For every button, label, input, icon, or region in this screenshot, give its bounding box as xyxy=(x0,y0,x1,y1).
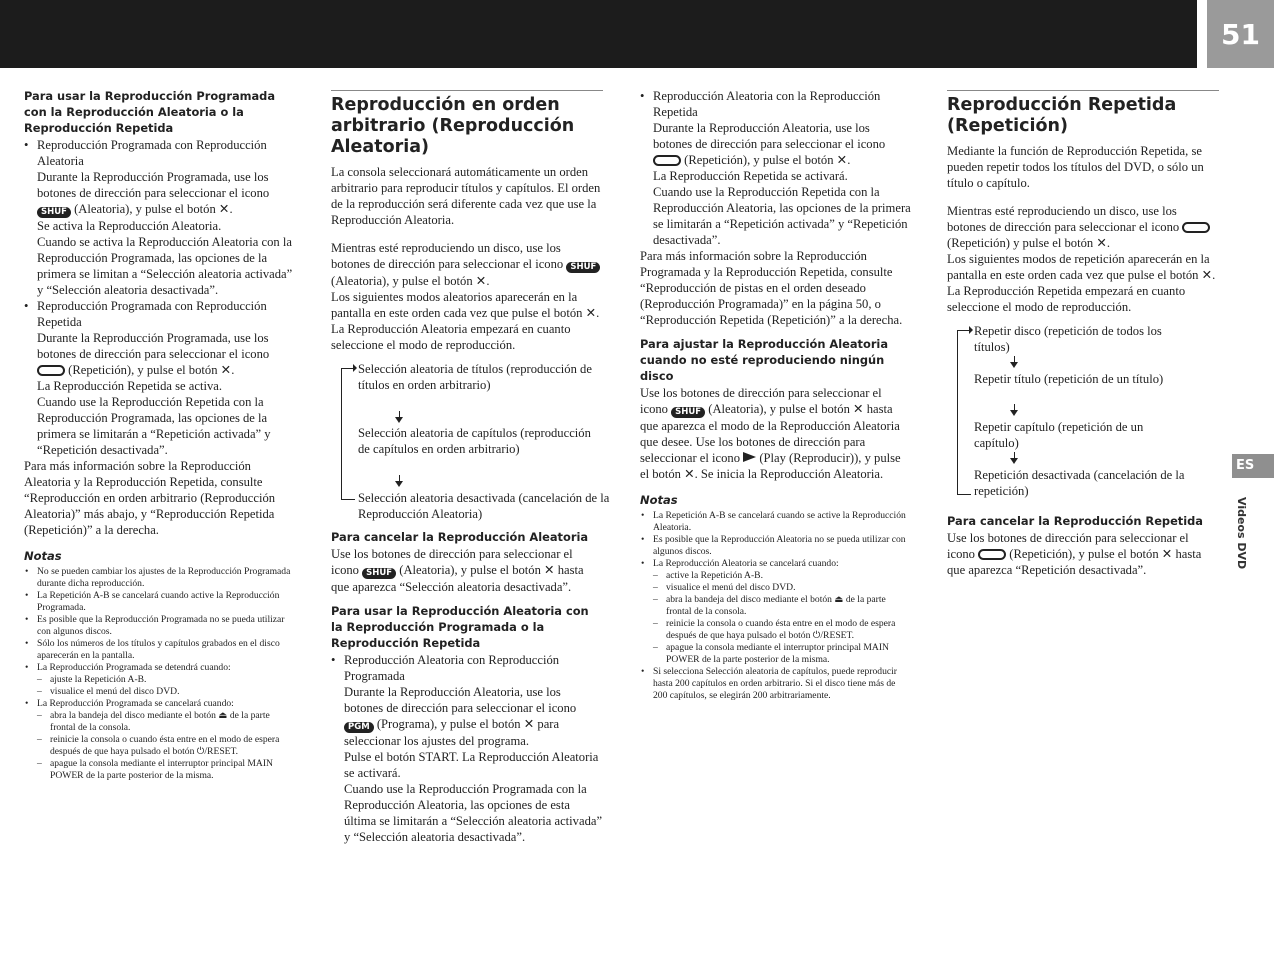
item-text: Durante la Reproducción Aleatoria, use los botones de dirección para seleccionar el icono PGM (Programa), y pulse el botón ✕ para seleccionar los ajustes del programa. xyxy=(344,685,577,748)
note-subitem: – visualice el menú del disco DVD. xyxy=(653,582,912,594)
flow-step: Selección aleatoria desactivada (cancelación de la Reproducción Aleatoria) xyxy=(358,491,610,521)
paragraph: Mediante la función de Reproducción Repetida, se pueden repetir todos los títulos del DVD, o sólo un título o capítulo. xyxy=(947,144,1204,190)
shuffle-icon: SHUF xyxy=(362,568,396,579)
shuffle-icon: SHUF xyxy=(671,407,705,418)
sub-heading: Para cancelar la Reproducción Aleatoria xyxy=(331,530,589,544)
page-number: 51 xyxy=(1207,0,1274,68)
note-item: • Sólo los números de los títulos y capítulos grabados en el disco aparecerán en la pantalla. xyxy=(24,638,296,662)
item-text: Pulse el botón START. La Reproducción Aleatoria se activará. xyxy=(344,750,599,780)
list-item xyxy=(331,652,603,845)
item-title: • Reproducción Programada con Reproducción Aleatoria xyxy=(37,138,267,168)
item-text: Durante la Reproducción Aleatoria, use los botones de dirección para seleccionar el icono (Repetición), y pulse el botón ✕. xyxy=(653,121,886,167)
flow-step: Selección aleatoria de capítulos (reproducción de capítulos en orden arbitrario) xyxy=(358,426,591,456)
shuffle-icon: SHUF xyxy=(566,262,600,273)
list-item xyxy=(24,298,296,458)
list-item xyxy=(24,137,296,298)
section-label: Videos DVD xyxy=(1235,497,1248,570)
paragraph: La consola seleccionará automáticamente un orden arbitrario para reproducir títulos y capítulos. El orden de la reproducción será diferente cada vez que use la Reproducción Aleatoria. xyxy=(331,165,601,227)
note-subitem: – ajuste la Repetición A-B. xyxy=(37,674,296,686)
note-item: • La Reproducción Programada se cancelará cuando: – abra la bandeja del disco mediante el botón ⏏ de la parte frontal de la consola. – reinicie la consola o cuando ésta entre en el modo de espera después de que haya pulsado el botón ⏻/RESET. – apague la consola mediante el interruptor principal MAIN POWER de la parte posterior de la misma. xyxy=(24,698,296,782)
item-title: • Reproducción Aleatoria con la Reproducción Repetida xyxy=(653,89,881,119)
paragraph: Para más información sobre la Reproducción Aleatoria y la Reproducción Repetida, consulte “Reproducción en orden arbitrario (Reproducción Aleatoria)” más abajo, y “Reproducción Repetida (Repetición)” a la derecha. xyxy=(24,459,276,537)
column-3 xyxy=(640,88,912,702)
section-title: Reproducción en orden arbitrario (Reproducción Aleatoria) xyxy=(331,90,603,158)
item-text: Durante la Reproducción Programada, use los botones de dirección para seleccionar el icono (Repetición), y pulse el botón ✕. xyxy=(37,331,270,377)
flow-step: Repetición desactivada (cancelación de la repetición) xyxy=(974,468,1185,498)
program-icon: PGM xyxy=(344,722,374,733)
paragraph: Use los botones de dirección para seleccionar el icono (Repetición), y pulse el botón ✕ hasta que aparezca “Repetición desactivada”. xyxy=(947,531,1202,577)
note-subitem: – abra la bandeja del disco mediante el botón ⏏ de la parte frontal de la consola. xyxy=(653,594,912,618)
sub-heading: Para usar la Reproducción Aleatoria con la Reproducción Programada o la Reproducción Repetida xyxy=(331,604,589,650)
column-4 xyxy=(947,88,1219,578)
note-subitem: – apague la consola mediante el interruptor principal MAIN POWER de la parte posterior de la misma. xyxy=(37,758,296,782)
paragraph: Mientras esté reproduciendo un disco, use los botones de dirección para seleccionar el icono (Repetición) y pulse el botón ✕. xyxy=(947,203,1219,251)
item-text: Cuando se activa la Reproducción Aleatoria con la Reproducción Programada, las opciones de la primera se limitan a “Selección aleatoria activada” y “Selección aleatoria desactivada”. xyxy=(37,235,293,297)
note-subitem: – apague la consola mediante el interruptor principal MAIN POWER de la parte posterior de la misma. xyxy=(653,642,912,666)
paragraph: Use los botones de dirección para seleccionar el icono SHUF (Aleatoria), y pulse el botón ✕ hasta que aparezca el modo de la Reproducción Aleatoria que desee. Use los botones de dirección para seleccionar el icono (Play (Reproducir)), y pulse el botón ✕. Se inicia la Reproducción Aleatoria. xyxy=(640,386,901,481)
flow-step: Selección aleatoria de títulos (reproducción de títulos en orden arbitrario) xyxy=(358,362,592,392)
sub-heading: Para cancelar la Reproducción Repetida xyxy=(947,514,1203,528)
note-subitem: – reinicie la consola o cuando ésta entre en el modo de espera después de que haya pulsado el botón ⏻/RESET. xyxy=(37,734,296,758)
paragraph: Mientras esté reproduciendo un disco, use los botones de dirección para seleccionar el icono SHUF (Aleatoria), y pulse el botón ✕. xyxy=(331,240,603,289)
repeat-icon xyxy=(37,365,65,376)
item-text: Durante la Reproducción Programada, use los botones de dirección para seleccionar el icono SHUF (Aleatoria), y pulse el botón ✕. xyxy=(37,170,270,217)
note-item: • La Reproducción Programada se detendrá cuando: – ajuste la Repetición A-B. – visualice el menú del disco DVD. xyxy=(24,662,296,698)
note-item: • Es posible que la Reproducción Programada no se pueda utilizar con algunos discos. xyxy=(24,614,296,638)
item-title: • Reproducción Programada con Reproducción Repetida xyxy=(37,299,267,329)
column-2 xyxy=(331,88,610,845)
flow-step: Repetir título (repetición de un título) xyxy=(974,372,1164,386)
item-text: Cuando use la Reproducción Repetida con la Reproducción Aleatoria, las opciones de la primera se limitarán a “Repetición activada” y “Repetición desactivada”. xyxy=(653,185,911,247)
notes-heading: Notas xyxy=(24,549,62,563)
note-item: • Es posible que la Reproducción Aleatoria no se pueda utilizar con algunos discos. xyxy=(640,534,912,558)
bullet-list xyxy=(640,88,912,248)
note-item: • No se pueden cambiar los ajustes de la Reproducción Programada durante dicha reproducción. xyxy=(24,566,296,590)
shuffle-mode-flow xyxy=(331,361,610,521)
notes-heading: Notas xyxy=(640,493,678,507)
column-1 xyxy=(24,88,296,782)
repeat-mode-flow xyxy=(947,323,1219,505)
repeat-icon xyxy=(978,549,1006,560)
notes-list xyxy=(640,510,912,702)
flow-step: Repetir capítulo (repetición de un capítulo) xyxy=(974,420,1144,450)
repeat-icon xyxy=(1182,222,1210,233)
notes-list xyxy=(24,566,296,782)
note-subitem: – reinicie la consola o cuando ésta entre en el modo de espera después de que haya pulsado el botón ⏻/RESET. xyxy=(653,618,912,642)
shuffle-icon: SHUF xyxy=(37,207,71,218)
paragraph: Para más información sobre la Reproducción Programada y la Reproducción Repetida, consulte “Reproducción de pistas en el orden deseado (Reproducción Programada)” en la página 50, o “Reproducción Repetida (Repetición)” a la derecha. xyxy=(640,249,903,327)
paragraph: Use los botones de dirección para seleccionar el icono SHUF (Aleatoria), y pulse el botón ✕ hasta que aparezca “Selección aleatoria desactivada”. xyxy=(331,547,584,594)
sub-heading: Para ajustar la Reproducción Aleatoria cuando no esté reproduciendo ningún disco xyxy=(640,337,889,383)
repeat-icon xyxy=(653,155,681,166)
bullet-list xyxy=(24,137,296,458)
play-icon xyxy=(743,452,756,462)
section-heading: Para usar la Reproducción Programada con la Reproducción Aleatoria o la Reproducción Repetida xyxy=(24,89,276,135)
note-item: • La Repetición A-B se cancelará cuando se active la Reproducción Aleatoria. xyxy=(640,510,912,534)
note-subitem: – abra la bandeja del disco mediante el botón ⏏ de la parte frontal de la consola. xyxy=(37,710,296,734)
note-subitem: – visualice el menú del disco DVD. xyxy=(37,686,296,698)
bullet-list xyxy=(331,652,603,845)
item-text: La Reproducción Repetida se activará. xyxy=(653,169,848,183)
section-title: Reproducción Repetida (Repetición) xyxy=(947,90,1219,137)
note-item: • Si selecciona Selección aleatoria de capítulos, puede reproducir hasta 200 capítulos en orden arbitrario. Si el disco tiene más de 200 capítulos, se elegirán 200 arbitrariamente. xyxy=(640,666,912,702)
language-tab: ES xyxy=(1232,454,1274,478)
item-text: Cuando use la Reproducción Programada con la Reproducción Aleatoria, las opciones de esta última se limitarán a “Selección aleatoria activada” y “Selección aleatoria desactivada”. xyxy=(344,782,603,844)
list-item xyxy=(640,88,912,248)
note-item: • La Reproducción Aleatoria se cancelará cuando: – active la Repetición A-B. – visualice el menú del disco DVD. – abra la bandeja del disco mediante el botón ⏏ de la parte frontal de la consola. – reinicie la consola o cuando ésta entre en el modo de espera después de que haya pulsado el botón ⏻/RESET. – apague la consola mediante el interruptor principal MAIN POWER de la parte posterior de la misma. xyxy=(640,558,912,666)
flow-step: Repetir disco (repetición de todos los títulos) xyxy=(974,324,1162,354)
note-subitem: – active la Repetición A-B. xyxy=(653,570,912,582)
header-bar xyxy=(0,0,1197,68)
item-text: La Reproducción Repetida se activa. xyxy=(37,379,222,393)
item-text: Cuando use la Reproducción Repetida con la Reproducción Programada, las opciones de la primera se limitarán a “Repetición activada” y “Repetición desactivada”. xyxy=(37,395,271,457)
paragraph: Los siguientes modos aleatorios aparecerán en la pantalla en este orden cada vez que pulse el botón ✕. La Reproducción Aleatoria empezará en cuanto seleccione el modo de reproducción. xyxy=(331,290,600,352)
item-text: Se activa la Reproducción Aleatoria. xyxy=(37,219,222,233)
paragraph: Los siguientes modos de repetición aparecerán en la pantalla en este orden cada vez que pulse el botón ✕. La Reproducción Repetida empezará en cuanto seleccione el modo de reproducción. xyxy=(947,252,1216,314)
note-item: • La Repetición A-B se cancelará cuando active la Reproducción Programada. xyxy=(24,590,296,614)
item-title: • Reproducción Aleatoria con Reproducción Programada xyxy=(344,653,560,683)
